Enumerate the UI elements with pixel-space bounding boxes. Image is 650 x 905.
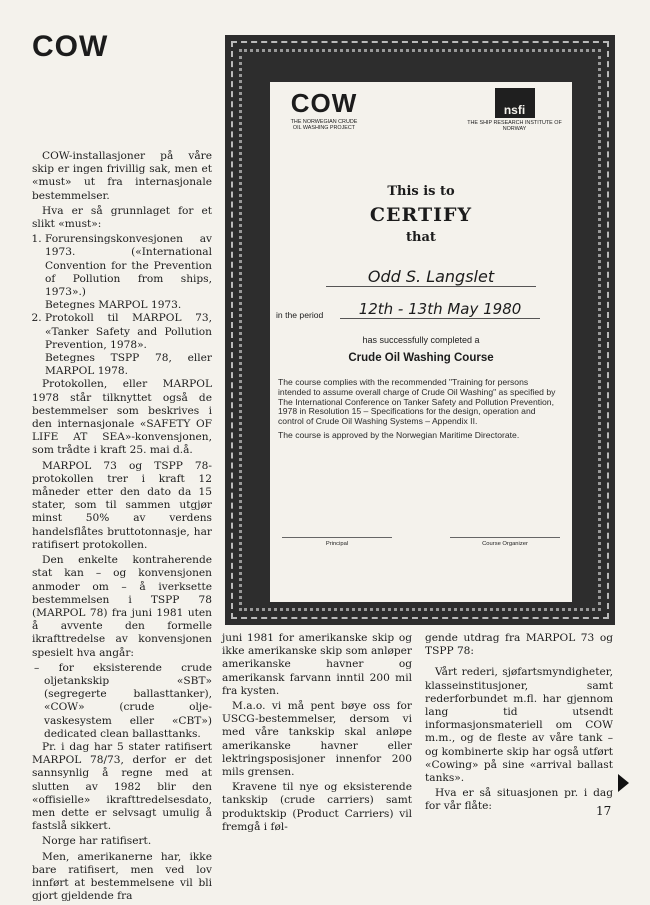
paragraph: Kravene til nye og eksisterende tankskip (crude carriers) samt produktskip (Product Carriers) vil fremgå i føl- <box>222 781 412 833</box>
list-item-sub: Betegnes MARPOL 1973. <box>45 299 182 312</box>
paragraph: Protokollen, eller MARPOL 1978 står tilknyttet også de bestemmelser som beskrives i den internasjonale «SAFETY OF LIFE AT SEA»-konvensjonen, som trådte i kraft 25. mai d.å. <box>32 378 212 457</box>
approval-text: The course is approved by the Norwegian Maritime Directorate. <box>278 429 520 440</box>
paragraph: gende utdrag fra MARPOL 73 og TSPP 78: <box>425 632 613 658</box>
paragraph: Vårt rederi, sjøfartsmyndigheter, klasseinstitusjoner, samt rederforbundet m.fl. har gjennom lang tid utsendt informasjonsmateriell om COW m.m., og de fleste av våre tank – og kombinerte skip har også utført «Cowing» på sine «arrival ballast tanks». <box>425 666 613 785</box>
paragraph: juni 1981 for amerikanske skip og ikke amerikanske skip som anløper amerikanske havner og amerikansk farvann inntil 200 mil fra kysten. <box>222 632 412 697</box>
middle-column <box>222 632 412 836</box>
completed-text: has successfully completed a <box>362 335 480 345</box>
certificate-title: CERTIFY <box>369 204 473 226</box>
nsfi-logo-subtitle: THE SHIP RESEARCH INSTITUTE OF NORWAY <box>467 120 562 133</box>
paragraph: Hva er så situasjonen pr. i dag for vår flåte: <box>425 787 613 813</box>
list-item-text: Forurensingskonvesjonen av 1973. («International Convention for the Prevention of Pollution from ships, 1973».) <box>45 233 212 299</box>
cow-logo <box>288 88 360 131</box>
paragraph: COW-installasjoner på våre skip er ingen frivillig sak, men et «must» ut fra internasjonale bestemmelser. <box>32 150 212 202</box>
paragraph: Men, amerikanerne har, ikke bare ratifisert, men ved lov innført at bestemmelsene vil bli gjort gjeldende fra <box>32 850 212 903</box>
list-item-sub: Betegnes TSPP 78, eller MARPOL 1978. <box>45 352 212 378</box>
course-description <box>278 378 560 445</box>
course-name: Crude Oil Washing Course <box>348 352 494 364</box>
certificate-that: that <box>406 230 436 245</box>
page-number: 17 <box>596 804 612 818</box>
right-column <box>425 632 613 816</box>
signature-principal: Principal <box>282 537 392 547</box>
recipient-name: Odd S. Langslet <box>326 267 536 287</box>
paragraph: Den enkelte kontraherende stat kan – og konvensjonen anmoder om – å iverksette bestemmelsen i TSPP 78 (MARPOL 78) fra juni 1981 uten å avvente den formelle ikrafttredelse av konvensjonen spesielt hva angår: <box>32 554 212 659</box>
list-item: – for eksisterende crude oljetankskip «SBT» (segregerte ballasttanker), «COW» (crude olje-vaskesystem eller «CBT») dedicated clean ballasttanks. <box>44 662 212 741</box>
certificate-intro: This is to <box>387 184 455 199</box>
period-value: 12th - 13th May 1980 <box>340 300 540 319</box>
paragraph: Hva er så grunnlaget for et slikt «must»: <box>32 204 212 231</box>
dash-list <box>32 662 212 741</box>
continue-arrow-icon <box>618 774 629 792</box>
page-heading: COW <box>32 30 109 63</box>
paragraph: Pr. i dag har 5 stater ratifisert MARPOL 78/73, derfor er det sannsynlig å regne med at slutten av 1982 blir den «offisielle» ikrafttredelsesdato, men dette er selvsagt umulig å fastslå sikkert. <box>32 740 212 833</box>
paragraph: Norge har ratifisert. <box>42 835 152 848</box>
left-column <box>32 150 212 905</box>
course-description-text: The course complies with the recommended "Training for persons intended to assume overall charge of Crude Oil Washing" as specified by The International Conference on Tanker Safety and Pollution Prevention, 1978 in Resolution 15 – Specifications for the design, operation and control of Crude Oil Washing Systems – Appendix II. <box>278 377 556 427</box>
paragraph: MARPOL 73 og TSPP 78-protokollen trer i kraft 12 måneder etter den dato da 15 stater, som til sammen utgjør minst 50% av verdens handelsflåtes bruttotonnasje, har ratifisert protokollen. <box>32 459 212 551</box>
cow-logo-subtitle: THE NORWEGIAN CRUDE OIL WASHING PROJECT <box>290 119 358 132</box>
paragraph: M.a.o. vi må pent bøye oss for USCG-bestemmelser, dersom vi med våre tankskip skal anløpe amerikanske havner eller lektringsposisjoner innenfor 200 mils grensen. <box>222 700 412 779</box>
numbered-list <box>32 233 212 378</box>
list-item <box>45 312 212 378</box>
nsfi-logo <box>467 88 562 132</box>
list-item <box>45 233 212 312</box>
period-label: in the period <box>276 310 324 320</box>
nsfi-logo-mark: nsfi <box>495 88 535 118</box>
certificate <box>270 82 572 602</box>
cow-logo-text: COW <box>290 88 358 118</box>
list-item-text: Protokoll til MARPOL 73, «Tanker Safety and Pollution Prevention, 1978». <box>45 312 212 351</box>
signature-course-organizer: Course Organizer <box>450 537 560 547</box>
